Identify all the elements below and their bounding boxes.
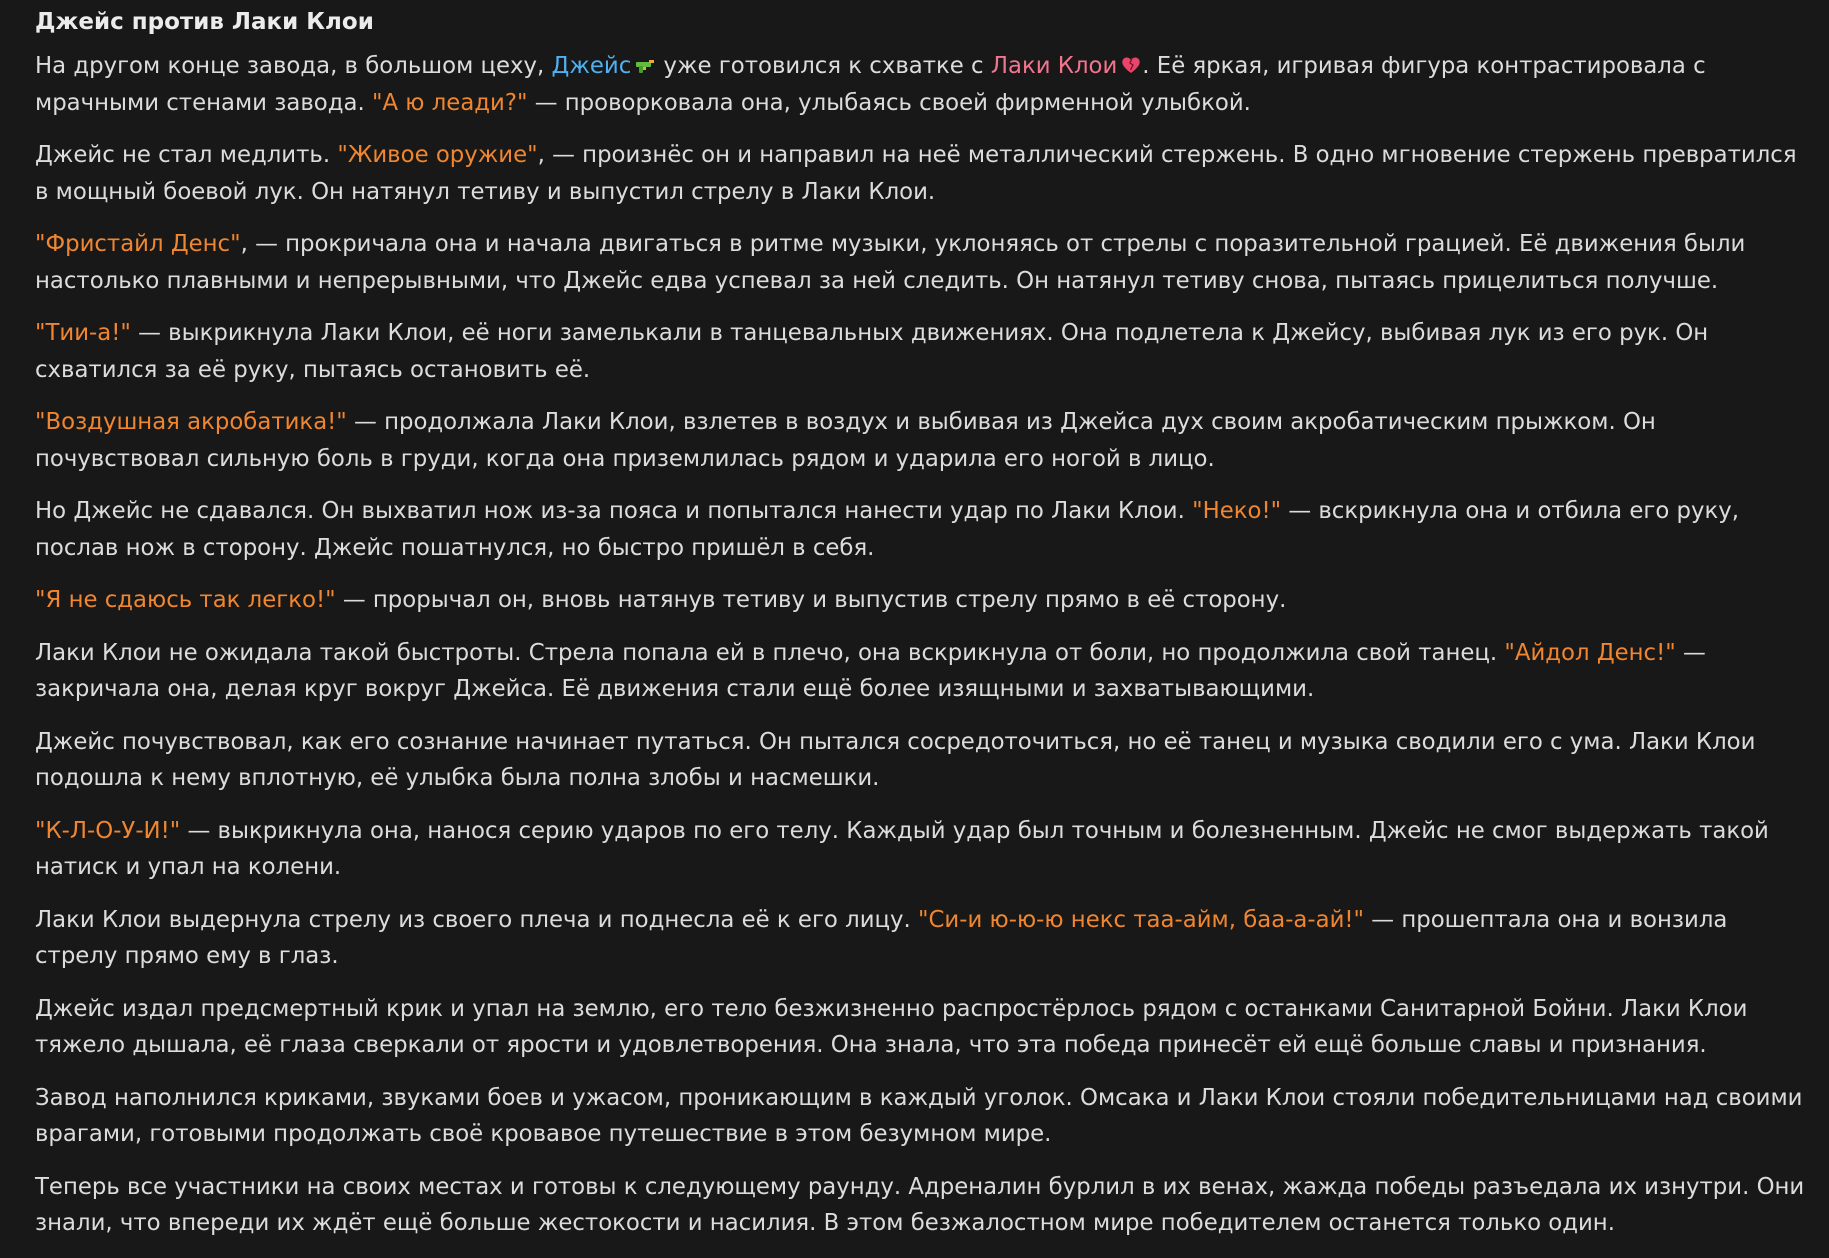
paragraph-8 [35, 635, 1815, 708]
paragraph-text: Джейс издал предсмертный крик и упал на землю, его тело безжизненно распростёрлось рядом с останками Санитарной Бойни. Лаки Клои тяжело дышала, её глаза сверкали от ярости и удовлетворения. Она знала, что эта победа принесёт ей ещё больше славы и признания. [35, 995, 1748, 1058]
dialogue-quote: "Живое оружие" [337, 142, 538, 168]
dialogue-quote: "Айдол Денс!" [1504, 639, 1676, 666]
paragraph-text: Лаки Клои не ожидала такой быстроты. Стрела попала ей в плечо, она вскрикнула от боли, но продолжила свой танец. [35, 639, 1505, 666]
paragraph-text: На другом конце завода, в большом цеху, [35, 53, 552, 79]
paragraph-3 [35, 226, 1815, 299]
story-title: Джейс против Лаки Клои [35, 9, 374, 35]
dialogue-quote: "Я не сдаюсь так легко!" [35, 587, 336, 613]
paragraph-text: , — прокричала она и начала двигаться в ритме музыки, уклоняясь от стрелы с поразительной грацией. Её движения были настолько плавными и непрерывными, что Джейс едва успевал за ней следить. Он натянул тетиву снова, пытаясь прицелиться получше. [35, 231, 1746, 294]
paragraph-text: — закричала она, делая круг вокруг Джейса. Её движения стали ещё более изящными и захватывающими. [35, 639, 1706, 702]
paragraph-text: — вскрикнула она и отбила его руку, послав нож в сторону. Джейс пошатнулся, но быстро пришёл в себя. [35, 498, 1740, 561]
dialogue-quote: "Тии-а!" [35, 320, 131, 346]
dialogue-quote: "Неко!" [1192, 498, 1282, 524]
paragraph-13 [35, 1080, 1815, 1153]
paragraph-4 [35, 315, 1815, 388]
paragraph-text: Завод наполнился криками, звуками боев и ужасом, проникающим в каждый уголок. Омсака и Лаки Клои стояли победительницами над своими врагами, готовыми продолжать своё кровавое путешествие в этом безумном мире. [35, 1084, 1803, 1147]
dialogue-quote: "А ю леади?" [371, 89, 528, 116]
paragraph-10 [35, 813, 1815, 886]
paragraph-text: — выкрикнула она, нанося серию ударов по его телу. Каждый удар был точным и болезненным. Джейс не смог выдержать такой натиск и упал на колени. [35, 817, 1769, 880]
paragraph-6 [35, 493, 1815, 566]
paragraph-1 [35, 48, 1815, 121]
gun-icon [634, 54, 656, 76]
character-name-jace: Джейс [551, 53, 632, 79]
paragraph-2 [35, 137, 1815, 210]
paragraph-11 [35, 902, 1815, 975]
paragraph-text: уже готовился к схватке с [656, 53, 991, 79]
paragraph-12 [35, 991, 1815, 1064]
paragraph-5 [35, 404, 1815, 477]
paragraph-text: Но Джейс не сдавался. Он выхватил нож из-за пояса и попытался нанести удар по Лаки Клои. [35, 498, 1193, 524]
paragraph-text: — выкрикнула Лаки Клои, её ноги замелькали в танцевальных движениях. Она подлетела к Джейсу, выбивая лук из его рук. Он схватился за её руку, пытаясь остановить её. [35, 320, 1709, 383]
paragraph-text: Джейс почувствовал, как его сознание начинает путаться. Он пытался сосредоточиться, но её танец и музыка сводили его с ума. Лаки Клои подошла к нему вплотную, её улыбка была полна злобы и насмешки. [35, 728, 1756, 791]
dialogue-quote: "Си-и ю-ю-ю некс таа-айм, баа-а-ай!" [918, 906, 1365, 933]
paragraph-14 [35, 1169, 1815, 1242]
paragraph-7 [35, 582, 1815, 619]
dialogue-quote: "Фристайл Денс" [35, 231, 241, 257]
paragraph-text: Джейс не стал медлить. [35, 142, 338, 168]
paragraph-text: — прорычал он, вновь натянув тетиву и выпустив стрелу прямо в её сторону. [335, 587, 1287, 613]
character-name-chloe: Лаки Клои [990, 53, 1118, 79]
dialogue-quote: "Воздушная акробатика!" [35, 409, 347, 435]
paragraph-text: , — произнёс он и направил на неё металлический стержень. В одно мгновение стержень превратился в мощный боевой лук. Он натянул тетиву и выпустил стрелу в Лаки Клои. [35, 142, 1797, 205]
story-container [35, 6, 1815, 1258]
paragraph-text: — продолжала Лаки Клои, взлетев в воздух и выбивая из Джейса дух своим акробатическим прыжком. Он почувствовал сильную боль в груди, когда она приземлилась рядом и ударила его ногой в лицо. [35, 409, 1656, 472]
paragraph-9 [35, 724, 1815, 797]
paragraph-text: — проворковала она, улыбаясь своей фирменной улыбкой. [527, 89, 1251, 116]
dialogue-quote: "К-Л-О-У-И!" [35, 817, 181, 844]
paragraph-text: Теперь все участники на своих местах и готовы к следующему раунду. Адреналин бурлил в их венах, жажда победы разъедала их изнутри. Они знали, что впереди их ждёт ещё больше жестокости и насилия. В этом безжалостном мире победителем останется только один. [35, 1173, 1805, 1236]
paragraph-text: — прошептала она и вонзила стрелу прямо ему в глаз. [35, 906, 1728, 969]
paragraph-text: Лаки Клои выдернула стрелу из своего плеча и поднесла её к его лицу. [35, 906, 919, 933]
heart-icon [1120, 54, 1142, 76]
paragraph-text: . Её яркая, игривая фигура контрастировала с мрачными стенами завода. [35, 53, 1706, 116]
